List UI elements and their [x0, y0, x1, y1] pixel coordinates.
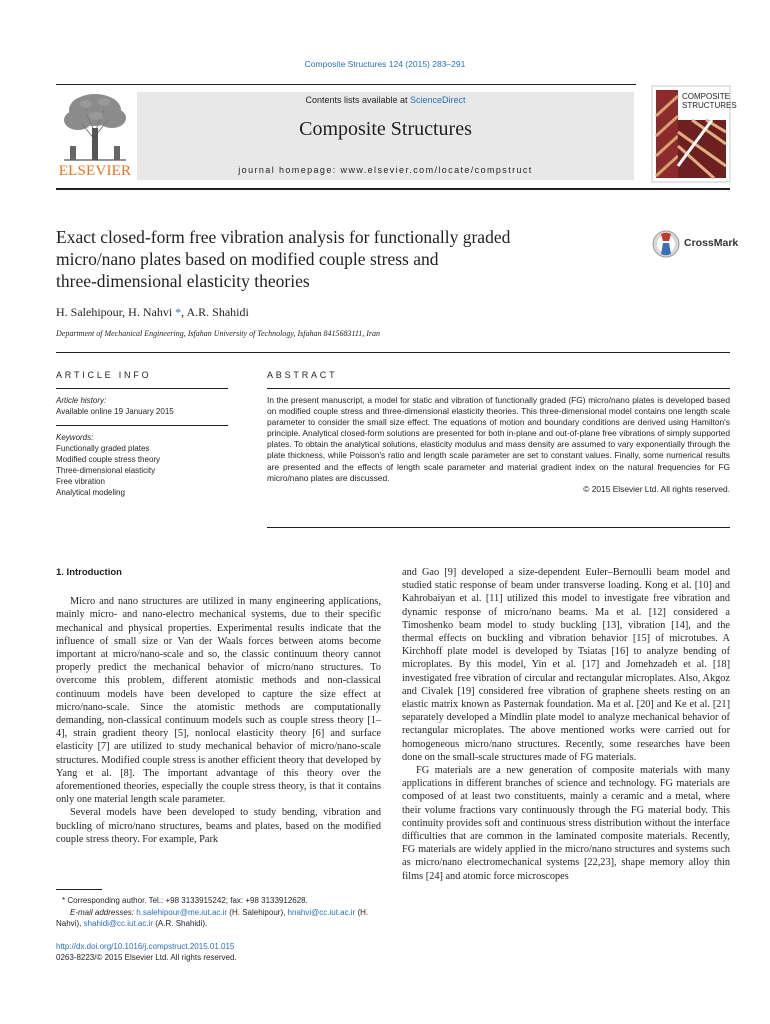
footnote-corresponding: Corresponding author. Tel.: +98 3133915242; fax: +98 3133912628.: [65, 896, 308, 905]
body-column-left: [56, 566, 381, 846]
elsevier-wordmark: ELSEVIER: [58, 163, 132, 179]
body-paragraph: Several models have been developed to study bending, vibration and buckling of micro/nano structures, beams and plates, based on the modified couple stress theory. For example, Park: [56, 807, 381, 845]
footnote: [56, 895, 381, 930]
cover-title-line-1: COMPOSITE: [682, 92, 731, 101]
email-link-salehipour[interactable]: h.salehipour@me.iut.ac.ir: [136, 907, 228, 917]
body-paragraph: and Gao [9] developed a size-dependent Euler–Bernoulli beam model and studied static response of beam under transverse loading. Kong et al. [10] and Kahrobaiyan et al. [11] utilized this model to investigate free vibration and dynamic response of micro/nano beams. Ma et al. [12] considered a Timoshenko beam model to study buckling [13], vibration [14], and the thermal effects on buckling and vibration behavior [15] of microtubes. A Kirchhoff plate model is developed by Tsiatas [16] to analyze bending of microplates. By this model, Yin et al. [17] and Jomehzadeh et al. [18] investigated free vibration of circular and rectangular microplates. Also, Akgoz and Civalek [19] considered free vibration of graphene sheets resting on an elastic matrix known as Pasternak foundation. Ma et al. [20] and Ke et al. [21] separately developed a Mindlin plate model to analyze mechanical behavior of rectangular microplates. The above mentioned works were carried out for homogeneous micro/nano structures. Recently, some researches have been done on the small-scale structures made of FG materials.: [402, 567, 730, 763]
keyword-item: Free vibration: [56, 477, 105, 486]
keyword-item: Functionally graded plates: [56, 444, 150, 453]
article-title-line: micro/nano plates based on modified couple stress and: [56, 249, 439, 269]
article-info-divider: [56, 425, 228, 426]
journal-homepage-line: [137, 165, 634, 175]
keyword-item: Three-dimensional elasticity: [56, 466, 156, 475]
body-paragraph: Micro and nano structures are utilized in many engineering applications, mainly micro- and nano-electro mechanical systems, due to their specific mechanical and physical properties. Experimental results indicate that the influence of small size or Van der Waals forces between atoms become important at micro/nano-scale and so, the classic continuum theory cannot properly predict the mechanical behavior of micro/nano structures. To overcome this problem, different atomistic methods and non-classical continuum models have been developed to capture the size effect at micro/nano-scale. Since the atomistic methods are computationally demanding, non-classical continuum models such as couple stress theory [1–4], strain gradient theory [5], nonlocal elasticity theory [6] and surface elasticity [7] are utilized to study mechanical behavior of micro/nano-scale structures. Modified couple stress is another efficient theory that developed by Yang et al. [8]. The important advantage of this theory over the aforementioned theories, especially the couple stress theory, is that it contains only one material length scale parameter.: [56, 596, 381, 806]
keywords-block: [56, 432, 228, 498]
journal-homepage-link[interactable]: www.elsevier.com/locate/compstruct: [340, 165, 533, 175]
section-divider: [56, 352, 730, 353]
article-history: [56, 395, 228, 417]
article-title-line: three-dimensional elasticity theories: [56, 271, 310, 291]
abstract-body: [267, 395, 730, 495]
footnote-rule: [56, 889, 102, 890]
keywords-label: Keywords:: [56, 433, 94, 442]
history-value: Available online 19 January 2015: [56, 407, 174, 416]
affiliation: Department of Mechanical Engineering, Isfahan University of Technology, Isfahan 8415683111, Iran: [56, 329, 381, 338]
section-heading-introduction: 1. Introduction: [56, 567, 122, 578]
keyword-item: Analytical modeling: [56, 488, 125, 497]
email-owner: (H. Salehipour),: [227, 907, 288, 917]
footnote-mark: *: [62, 896, 66, 905]
article-title-line: Exact closed-form free vibration analysis for functionally graded: [56, 227, 511, 247]
article-title: [56, 226, 616, 292]
abstract-copyright: © 2015 Elsevier Ltd. All rights reserved.: [583, 483, 730, 494]
contents-prefix: Contents lists available at: [305, 95, 411, 105]
authors-last: , A.R. Shahidi: [181, 305, 249, 319]
issn-line: 0263-8223/© 2015 Elsevier Ltd. All rights reserved.: [56, 953, 237, 962]
corresponding-author-mark[interactable]: *: [175, 305, 182, 319]
journal-title: Composite Structures: [299, 118, 472, 140]
doi-link[interactable]: http://dx.doi.org/10.1016/j.compstruct.2015.01.015: [56, 942, 235, 951]
crossmark-icon: [652, 230, 680, 258]
journal-cover-image: [652, 86, 737, 182]
email-link-nahvi[interactable]: hnahvi@cc.iut.ac.ir: [287, 907, 356, 917]
email-owner: (A.R. Shahidi).: [153, 919, 208, 928]
contents-line: [137, 95, 634, 105]
footnote-email-label: E-mail addresses:: [70, 907, 137, 917]
crossmark-button[interactable]: [652, 230, 739, 258]
journal-reference-link[interactable]: Composite Structures 124 (2015) 283–291: [304, 59, 466, 69]
header-divider-top: [56, 84, 636, 85]
sciencedirect-link[interactable]: ScienceDirect: [410, 95, 466, 105]
article-info-heading: ARTICLE INFO: [56, 370, 152, 380]
homepage-prefix: journal homepage:: [238, 165, 341, 175]
header-divider-bottom: [56, 188, 730, 190]
article-info-divider: [56, 388, 228, 389]
authors-first: H. Salehipour, H. Nahvi: [56, 305, 176, 319]
keyword-item: Modified couple stress theory: [56, 455, 161, 464]
abstract-text: In the present manuscript, a model for static and vibration of functionally graded (FG) micro/nano plates is developed based on modified couple stress and three-dimensional elasticity theories. This three-dimensional model contains one length scale parameter to consider the small size effect. The equations of motion and boundary conditions are derived using Hamilton's principle. Analytical closed-form solutions are presented for both in-plane and out-of-plane free vibrations of simply supported plates. To obtain the analytical solutions, elasticity modulus and mass density are assumed to vary exponentially through the plate thickness, while Poisson's ratio and length scale parameter are set to constant values. Finally, some numerical results are presented and the effects of length scale parameter and material gradient index on the natural frequencies for FG micro/nano plates are discussed.: [267, 395, 730, 483]
email-link-shahidi[interactable]: shahidi@cc.iut.ac.ir: [83, 919, 154, 928]
crossmark-label: CrossMark: [684, 237, 739, 249]
abstract-heading: ABSTRACT: [267, 370, 338, 380]
body-column-right: [402, 566, 730, 883]
doi-block: [56, 941, 237, 963]
history-label: Article history:: [56, 396, 107, 405]
body-paragraph: FG materials are a new generation of composite materials with many applications in different branches of science and technology. FG materials are composed of at least two constituents, mainly a ceramic and a metal, where their volume fractions vary continuously through the FG material body. This continuity provides soft and continuous stress distribution without the interface difficulties that are common in the laminated composite materials. Recently, FG materials are widely applied in the micro/nano structures and systems such as micro/nano electromechanical systems [22,23], shape memory alloy thin films [24] and atomic force microscopes: [402, 765, 730, 882]
author-list: [56, 305, 249, 320]
cover-title-line-2: STRUCTURES: [682, 101, 737, 110]
abstract-bottom-divider: [267, 527, 730, 528]
email-owner: (H. Nahvi),: [56, 907, 369, 928]
abstract-divider: [267, 388, 730, 389]
